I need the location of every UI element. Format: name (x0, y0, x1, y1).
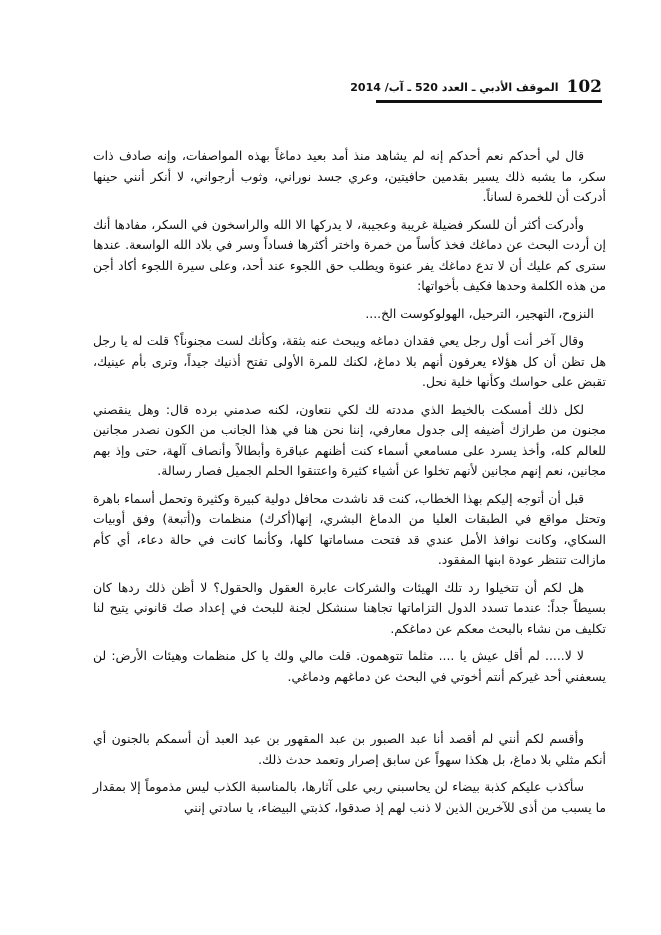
page-header (350, 74, 602, 100)
header-rule (376, 100, 602, 103)
running-head: الموقف الأدبي ـ العدد 520 ـ آب/ 2014 (350, 80, 559, 94)
paragraph-1: قال لي أحدكم نعم أحدكم إنه لم يشاهد منذ أمد بعيد دماغاً بهذه المواصفات، وإنه صادف ذات سكر، ما يشبه ذلك يسير بقدمين حافيتين، وعري جسد نوراني، وثوب أرجواني، لا أنكر أنني حينها أدركت أن للخمرة لساناً. (93, 148, 606, 204)
paragraph-2: وأدركت أكثر أن للسكر فضيلة غريبة وعجيبة، لا يدركها الا الله والراسخون في السكر، مفادها أنك إن أردت البحث عن دماغك فخذ كأساً من خمرة واختر أكثرها فساداً وسر في بلاد الله الواسعة. عندها سترى كم عليك أن لا تدع دماغك يفر عنوة ويطلب حق اللجوء عند أحد، وعلى سيرة اللجوء أكاد أجن من هذه الكلمة وحدها فكيف بأخواتها: (93, 216, 606, 293)
page-number: 102 (566, 77, 602, 97)
paragraph-5: لكل ذلك أمسكت بالخيط الذي مددته لك لكي نتعاون، لكنه صدمني برده قال: وهل ينقصني مجنون من طرازك أضيفه إلى جدول معارفي، إننا نحن هنا في هذا الجانب من الكون نصدر مجانين للعالم كله، وأخذ يسرد على مسامعي أسماء كنت أظنهم عباقرة وأبطالاً وأنصاف آلهة، حتى وإذ بهم مجانين، نعم إنهم مجانين لأنهم تخلوا عن أشياء كثيرة واعتنقوا الحلم الجميل فصار رسالة. (93, 401, 606, 478)
paragraph-3: النزوح، التهجير، الترحيل، الهولوكوست الخ.... (365, 305, 594, 321)
paragraph-4: وقال آخر أنت أول رجل يعي فقدان دماغه ويبحث عنه بثقة، وكأنك لست مجنوناً؟ قلت له يا رجل هل تظن أن كل هؤلاء يعرفون أنهم بلا دماغ، لكنك للمرة الأولى تفتح أذنيك جيداً، وترى بأم عينيك، تقبض على حواسك وكأنها خلية نحل. (93, 333, 606, 389)
paragraph-9: وأقسم لكم أنني لم أقصد أنا عبد الصبور بن عبد المقهور بن عبد العبد أن أسمكم بالجنون أي أنكم مثلي بلا دماغ، بل هكذا سهواً عن سابق إصرار وتعمد حدث ذلك. (93, 731, 606, 767)
paragraph-8: لا لا..... لم أقل عيش يا .... مثلما تتوهمون. قلت مالي ولك يا كل منظمات وهيئات الأرض: لن يسعفني أحد غيركم أنتم أخوتي في البحث عن دماغهم ودماغي. (93, 648, 606, 684)
paragraph-7: هل لكم أن تتخيلوا رد تلك الهيئات والشركات عابرة العقول والحقول؟ لا أظن ذلك ردها كان بسيطاً جداً: عندما تسدد الدول التزاماتها تجاهنا سنشكل لجنة للبحث في إعداد صك قانوني يتيح لنا تكليف من نشاء بالبحث معكم عن دماغكم. (93, 579, 606, 636)
body-text (93, 146, 606, 825)
paragraph-10: سأكذب عليكم كذبة بيضاء لن يحاسبني ربي على آثارها، بالمناسبة الكذب ليس مذموماً إلا بمقدار ما يسبب من أذى للآخرين الذين لا ذنب لهم إذ صدقوا، كذبتي البيضاء، يا سادتي إنني (93, 779, 606, 815)
paragraph-6: قبل أن أتوجه إليكم بهذا الخطاب، كنت قد ناشدت محافل دولية كبيرة وكثيرة وتحمل أسماء باهرة وتحتل مواقع في الطبقات العليا من الدماغ البشري، إنها(أكرك) منظمات و(أتبعة) وفق أوبيات السكاي، وكانت نوافذ الأمل عندي قد فتحت مساماتها كلها، وكأنما كانت في حالة دعاء، أي كأم مازالت تنتظر عودة ابنها المفقود. (93, 490, 606, 567)
